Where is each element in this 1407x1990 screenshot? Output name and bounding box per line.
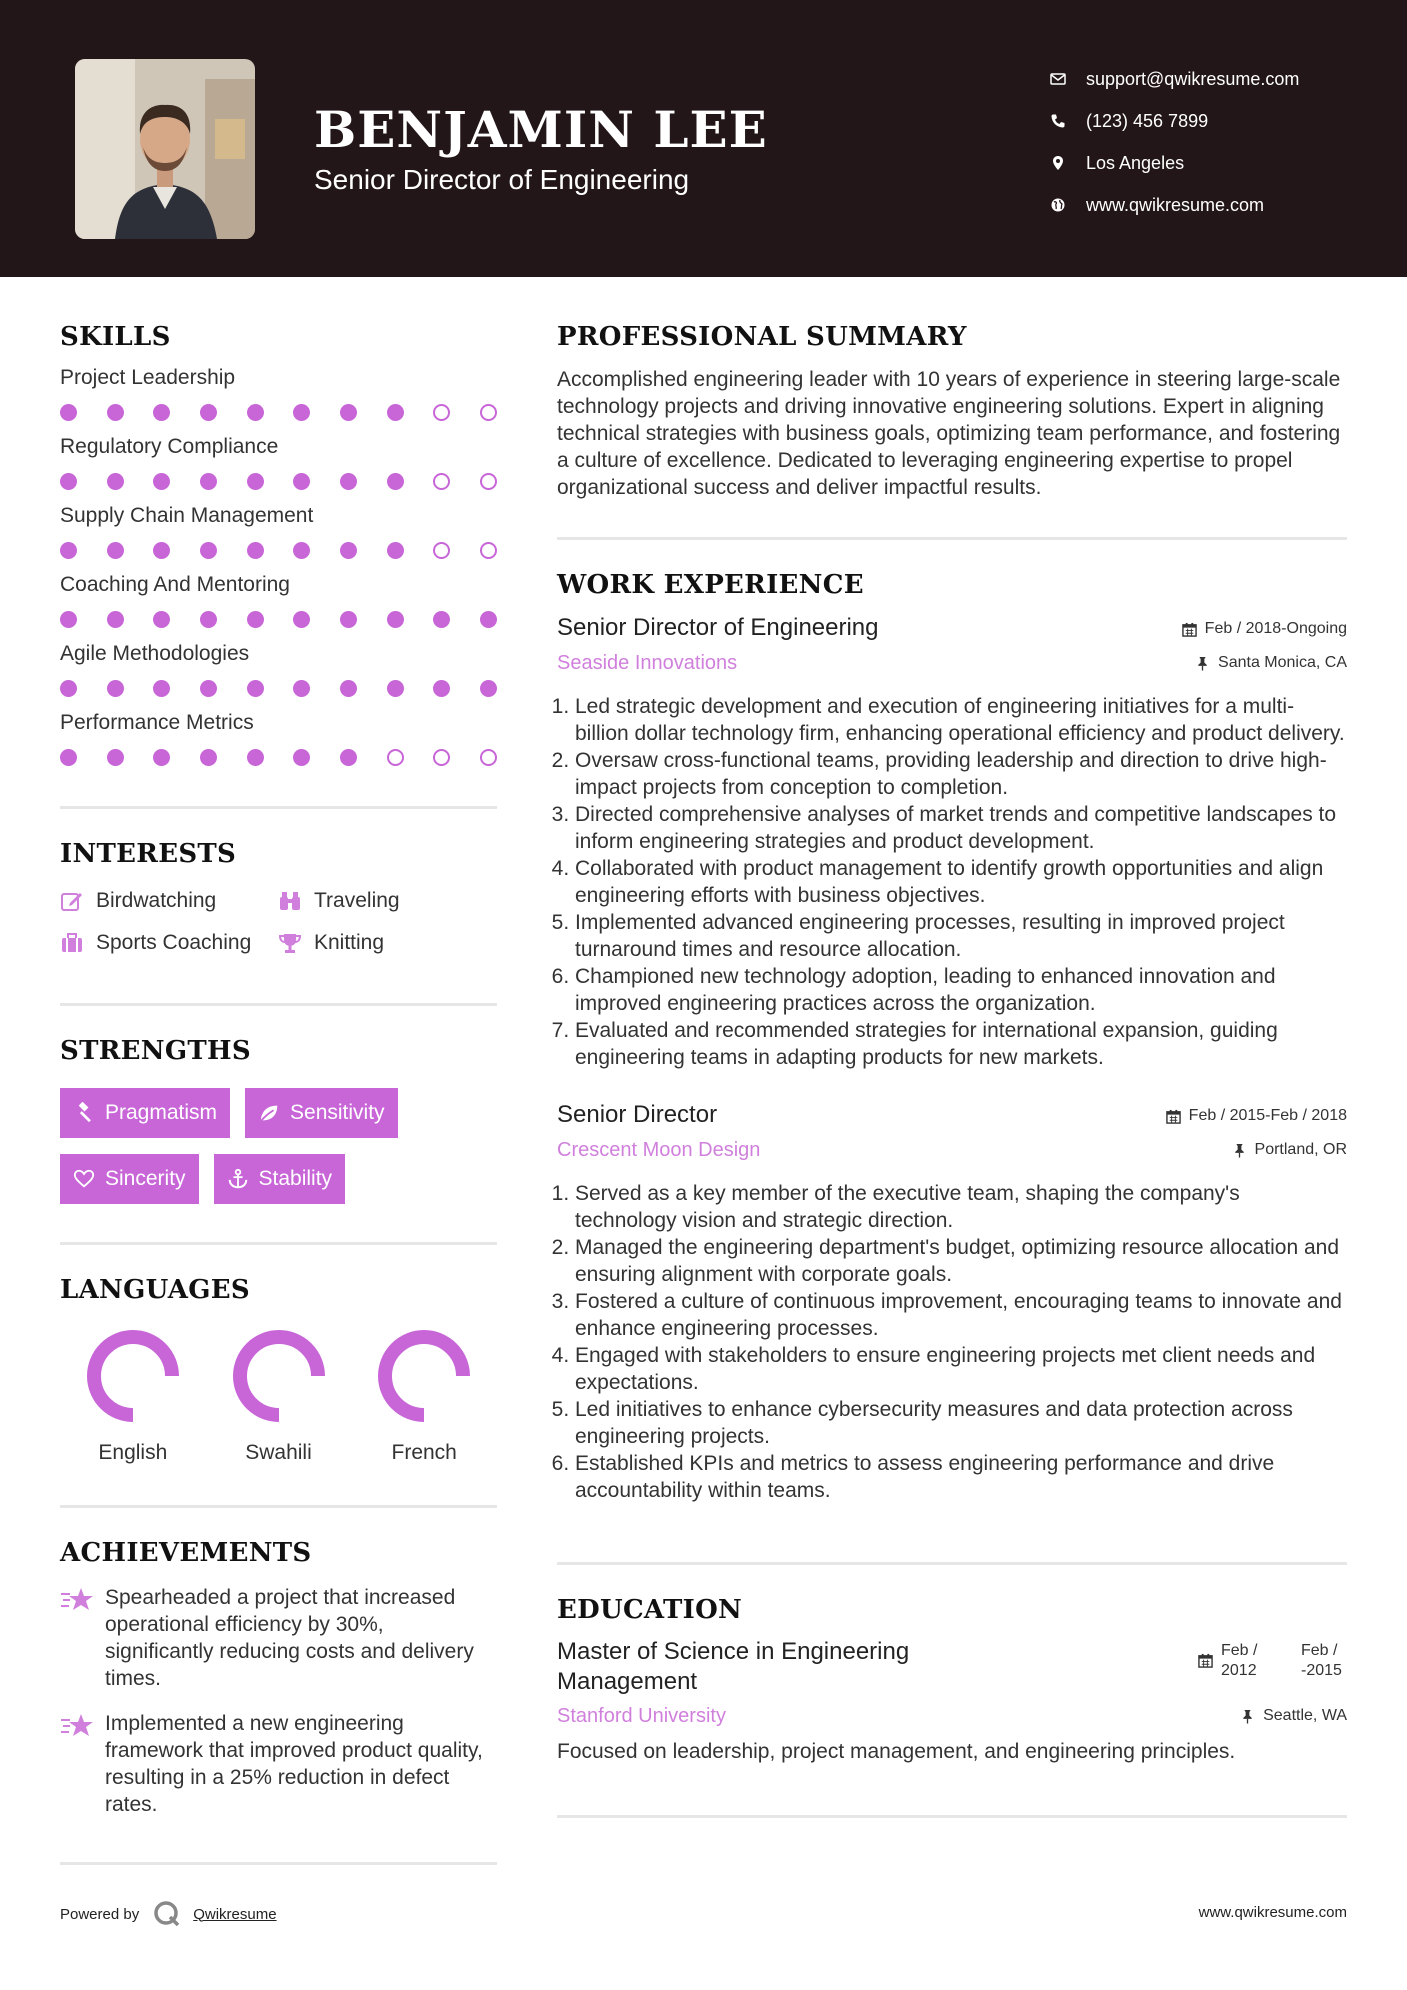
job-duty-item: 2. Oversaw cross-functional teams, providing leadership and direction to drive high-impact projects from conception to completion. — [575, 747, 1347, 801]
rating-dot-empty — [480, 404, 497, 421]
rating-dot-filled — [387, 542, 404, 559]
contact-phone-text: (123) 456 7899 — [1086, 110, 1209, 131]
strength-label: Sensitivity — [290, 1101, 385, 1124]
job-duties-list — [557, 1180, 1347, 1504]
education-start-month: Feb / — [1221, 1642, 1258, 1659]
skill-name: Regulatory Compliance — [60, 435, 279, 458]
strengths-section — [60, 1036, 497, 1204]
contact-website[interactable] — [1050, 184, 1299, 226]
interests-list — [60, 889, 497, 955]
rating-dot-filled — [153, 680, 170, 697]
rating-dot-filled — [293, 749, 310, 766]
rating-dot-filled — [247, 473, 264, 490]
rating-dot-filled — [480, 611, 497, 628]
language-proficiency-ring — [232, 1329, 326, 1423]
rating-dot-filled — [107, 680, 124, 697]
rating-dot-filled — [60, 404, 77, 421]
languages-list — [60, 1329, 497, 1465]
skill-item — [60, 504, 497, 559]
rating-dot-filled — [340, 611, 357, 628]
rating-dot-filled — [340, 404, 357, 421]
achievement-text: Implemented a new engineering framework that improved product quality, resulting in a 25% reduction in defect rates. — [105, 1712, 483, 1816]
calendar-icon — [1182, 622, 1197, 637]
language-name: French — [391, 1441, 457, 1464]
rating-dot-filled — [60, 473, 77, 490]
education-end-month: Feb / — [1301, 1642, 1338, 1659]
job-duty-item: 4. Engaged with stakeholders to ensure engineering projects met client needs and expectations. — [575, 1342, 1347, 1396]
achievement-item — [60, 1710, 497, 1818]
suitcase-icon — [60, 931, 84, 955]
rating-dot-filled — [293, 473, 310, 490]
strength-tag — [60, 1088, 230, 1138]
skill-name: Coaching And Mentoring — [60, 573, 290, 596]
rating-dot-filled — [293, 680, 310, 697]
rating-dot-filled — [340, 473, 357, 490]
skill-name: Project Leadership — [60, 366, 236, 389]
leaf-icon — [258, 1102, 280, 1124]
rating-dot-empty — [433, 404, 450, 421]
rating-dot-filled — [107, 749, 124, 766]
rating-dot-filled — [293, 542, 310, 559]
rating-dot-filled — [387, 473, 404, 490]
job-duty-item: 5. Led initiatives to enhance cybersecurity measures and data protection across engineering projects. — [575, 1396, 1347, 1450]
education-start-year: 2012 — [1221, 1662, 1257, 1679]
skill-name: Agile Methodologies — [60, 642, 250, 665]
pushpin-icon — [1240, 1709, 1255, 1724]
skill-rating — [60, 611, 497, 628]
rating-dot-filled — [200, 542, 217, 559]
star-achievement-icon — [60, 1712, 94, 1740]
envelope-icon — [1050, 71, 1086, 87]
powered-by — [60, 1900, 277, 1928]
job-location — [1232, 1141, 1347, 1159]
strength-tag — [214, 1154, 346, 1204]
globe-icon — [1050, 197, 1086, 213]
languages-section — [60, 1275, 497, 1465]
interest-label: Sports Coaching — [96, 931, 252, 954]
language-name: English — [98, 1441, 168, 1464]
star-achievement-icon — [60, 1586, 94, 1614]
resume-header — [0, 0, 1407, 277]
qwikresume-logo-icon — [153, 1900, 181, 1928]
experience-heading: WORK EXPERIENCE — [557, 570, 864, 600]
job-duties-list — [557, 693, 1347, 1071]
rating-dot-empty — [480, 473, 497, 490]
interest-item — [60, 931, 278, 955]
rating-dot-empty — [433, 473, 450, 490]
job-title: Senior Director — [557, 1101, 718, 1128]
language-item — [351, 1329, 497, 1465]
skill-name: Performance Metrics — [60, 711, 254, 734]
job-entry — [557, 1101, 1347, 1504]
rating-dot-filled — [153, 542, 170, 559]
section-divider — [60, 1003, 497, 1006]
rating-dot-filled — [153, 404, 170, 421]
phone-icon — [1050, 113, 1086, 129]
rating-dot-empty — [433, 749, 450, 766]
job-company: Crescent Moon Design — [557, 1139, 761, 1161]
strength-tag — [245, 1088, 398, 1138]
rating-dot-filled — [340, 680, 357, 697]
rating-dot-filled — [293, 611, 310, 628]
summary-text: Accomplished engineering leader with 10 years of experience in steering large-scale technology projects and driving innovative engineering solutions. Expert in aligning technical strategies with business goals, optimizing team performance, and fostering a culture of excellence. Dedicated to leveraging engineering expertise to propel organizational success and deliver impactful results. — [557, 368, 1341, 499]
education-degree: Master of Science in Engineering Management — [557, 1638, 910, 1695]
language-item — [60, 1329, 206, 1465]
section-divider — [557, 1815, 1347, 1818]
job-location — [1195, 654, 1347, 672]
interest-label: Knitting — [314, 931, 385, 954]
rating-dot-filled — [433, 611, 450, 628]
section-divider — [557, 537, 1347, 540]
rating-dot-filled — [153, 473, 170, 490]
rating-dot-filled — [480, 680, 497, 697]
skill-item — [60, 366, 497, 421]
job-duty-item: 5. Implemented advanced engineering processes, resulting in improved project turnaround times and resource allocation. — [575, 909, 1347, 963]
skill-rating — [60, 749, 497, 766]
profile-photo-image — [75, 59, 255, 239]
interest-item — [278, 931, 497, 955]
skill-item — [60, 435, 497, 490]
rating-dot-filled — [247, 749, 264, 766]
job-company: Seaside Innovations — [557, 652, 738, 674]
contact-list — [1050, 58, 1299, 226]
rating-dot-filled — [107, 404, 124, 421]
rating-dot-filled — [247, 542, 264, 559]
education-heading: EDUCATION — [557, 1595, 743, 1625]
right-column — [557, 322, 1347, 1818]
powered-by-text: Powered by — [60, 1905, 140, 1923]
job-dates-text: Feb / 2015-Feb / 2018 — [1188, 1107, 1347, 1124]
language-proficiency-arc — [94, 1337, 172, 1415]
job-duty-item: 1. Led strategic development and execution of engineering initiatives for a multi-billion dollar technology firm, enhancing operational efficiency and product delivery. — [575, 693, 1347, 747]
education-end: Feb / -2015 — [1301, 1642, 1342, 1679]
pushpin-icon — [1232, 1143, 1247, 1158]
rating-dot-empty — [433, 542, 450, 559]
contact-email[interactable] — [1050, 58, 1299, 100]
binoculars-icon — [278, 889, 302, 913]
rating-dot-filled — [107, 542, 124, 559]
education-location — [1240, 1707, 1347, 1725]
rating-dot-filled — [340, 749, 357, 766]
rating-dot-filled — [293, 404, 310, 421]
gavel-icon — [73, 1102, 95, 1124]
languages-heading: LANGUAGES — [60, 1275, 250, 1305]
contact-phone[interactable] — [1050, 100, 1299, 142]
skill-rating — [60, 542, 497, 559]
skill-item — [60, 573, 497, 628]
rating-dot-filled — [60, 749, 77, 766]
summary-section — [557, 322, 1347, 501]
language-name: Swahili — [245, 1441, 312, 1464]
rating-dot-filled — [200, 611, 217, 628]
language-proficiency-ring — [86, 1329, 180, 1423]
education-dates — [1198, 1641, 1347, 1681]
section-divider — [60, 1505, 497, 1508]
rating-dot-filled — [247, 680, 264, 697]
skill-rating — [60, 404, 497, 421]
rating-dot-empty — [387, 749, 404, 766]
section-divider — [60, 806, 497, 809]
job-entry — [557, 614, 1347, 1071]
language-proficiency-ring — [377, 1329, 471, 1423]
rating-dot-filled — [107, 611, 124, 628]
education-start — [1221, 1641, 1301, 1681]
job-duty-item: 2. Managed the engineering department's budget, optimizing resource allocation and ensuring alignment with corporate goals. — [575, 1234, 1347, 1288]
language-proficiency-arc — [240, 1337, 318, 1415]
rating-dot-filled — [433, 680, 450, 697]
job-duty-item: 6. Established KPIs and metrics to assess engineering performance and drive accountability within teams. — [575, 1450, 1347, 1504]
interests-heading: INTERESTS — [60, 839, 237, 869]
rating-dot-empty — [480, 542, 497, 559]
rating-dot-filled — [60, 611, 77, 628]
rating-dot-filled — [247, 404, 264, 421]
achievement-item — [60, 1584, 497, 1692]
section-divider — [60, 1242, 497, 1245]
pencil-square-icon — [60, 889, 84, 913]
job-location-text: Santa Monica, CA — [1218, 654, 1347, 671]
heart-icon — [73, 1168, 95, 1190]
rating-dot-filled — [153, 749, 170, 766]
pushpin-icon — [1195, 656, 1210, 671]
achievement-text: Spearheaded a project that increased operational efficiency by 30%, significantly reducing costs and delivery times. — [105, 1586, 474, 1690]
contact-email-text: support@qwikresume.com — [1086, 68, 1300, 89]
strength-label: Sincerity — [105, 1167, 186, 1190]
job-title: Senior Director of Engineering — [557, 614, 879, 641]
section-divider — [557, 1562, 1347, 1565]
interest-item — [278, 889, 497, 913]
rating-dot-filled — [60, 680, 77, 697]
job-duty-item: 4. Collaborated with product management to identify growth opportunities and align engineering efforts with business objectives. — [575, 855, 1347, 909]
skills-list — [60, 366, 497, 766]
skill-item — [60, 711, 497, 766]
education-location-text: Seattle, WA — [1263, 1707, 1347, 1724]
candidate-name: BENJAMIN LEE — [314, 100, 768, 159]
rating-dot-filled — [387, 404, 404, 421]
achievements-heading: ACHIEVEMENTS — [60, 1538, 312, 1568]
interest-item — [60, 889, 278, 913]
rating-dot-filled — [200, 473, 217, 490]
language-item — [206, 1329, 352, 1465]
page-footer — [60, 1900, 1347, 1930]
experience-section — [557, 570, 1347, 1504]
education-section — [557, 1595, 1347, 1765]
rating-dot-filled — [340, 542, 357, 559]
education-school: Stanford University — [557, 1705, 726, 1727]
rating-dot-filled — [247, 611, 264, 628]
strengths-heading: STRENGTHS — [60, 1036, 251, 1066]
job-duty-item: 1. Served as a key member of the executive team, shaping the company's technology vision and strategic direction. — [575, 1180, 1347, 1234]
job-location-text: Portland, OR — [1254, 1141, 1347, 1158]
contact-location-text: Los Angeles — [1086, 152, 1185, 173]
strengths-list — [60, 1088, 497, 1204]
strength-label: Stability — [258, 1167, 333, 1190]
language-proficiency-arc — [385, 1337, 463, 1415]
rating-dot-filled — [60, 542, 77, 559]
skill-rating — [60, 680, 497, 697]
job-duty-item: 6. Championed new technology adoption, leading to enhanced innovation and improved engineering practices across the organization. — [575, 963, 1347, 1017]
rating-dot-filled — [387, 680, 404, 697]
job-dates — [1182, 620, 1347, 638]
candidate-title: Senior Director of Engineering — [314, 164, 690, 195]
strength-label: Pragmatism — [105, 1101, 218, 1124]
rating-dot-empty — [480, 749, 497, 766]
map-marker-icon — [1050, 155, 1086, 171]
rating-dot-filled — [200, 680, 217, 697]
rating-dot-filled — [153, 611, 170, 628]
qwikresume-link[interactable]: Qwikresume — [193, 1905, 277, 1923]
rating-dot-filled — [200, 749, 217, 766]
interest-label: Traveling — [314, 889, 400, 912]
job-duty-item: 3. Directed comprehensive analyses of market trends and competitive landscapes to inform engineering strategies and product development. — [575, 801, 1347, 855]
skills-section — [60, 322, 497, 766]
skill-rating — [60, 473, 497, 490]
calendar-icon — [1198, 1653, 1213, 1668]
trophy-icon — [278, 931, 302, 955]
profile-photo — [75, 59, 255, 239]
anchor-icon — [227, 1168, 249, 1190]
skill-name: Supply Chain Management — [60, 504, 314, 527]
summary-heading: PROFESSIONAL SUMMARY — [557, 322, 967, 352]
achievements-section — [60, 1538, 497, 1818]
job-duty-item: 3. Fostered a culture of continuous improvement, encouraging teams to innovate and enhance engineering processes. — [575, 1288, 1347, 1342]
job-dates-text: Feb / 2018-Ongoing — [1204, 620, 1347, 637]
rating-dot-filled — [387, 611, 404, 628]
interest-label: Birdwatching — [96, 889, 217, 912]
skill-item — [60, 642, 497, 697]
education-description: Focused on leadership, project management, and engineering principles. — [557, 1740, 1236, 1763]
section-divider — [60, 1862, 497, 1865]
calendar-icon — [1166, 1109, 1181, 1124]
interests-section — [60, 839, 497, 955]
job-dates — [1166, 1107, 1347, 1125]
contact-website-text: www.qwikresume.com — [1086, 194, 1265, 215]
left-column — [60, 322, 497, 1865]
education-end-year: 2015 — [1306, 1662, 1342, 1679]
contact-location — [1050, 142, 1299, 184]
footer-website[interactable]: www.qwikresume.com — [1198, 1904, 1347, 1921]
skills-heading: SKILLS — [60, 322, 171, 352]
strength-tag — [60, 1154, 199, 1204]
rating-dot-filled — [200, 404, 217, 421]
rating-dot-filled — [107, 473, 124, 490]
job-duty-item: 7. Evaluated and recommended strategies for international expansion, guiding engineering teams in adapting products for new markets. — [575, 1017, 1347, 1071]
